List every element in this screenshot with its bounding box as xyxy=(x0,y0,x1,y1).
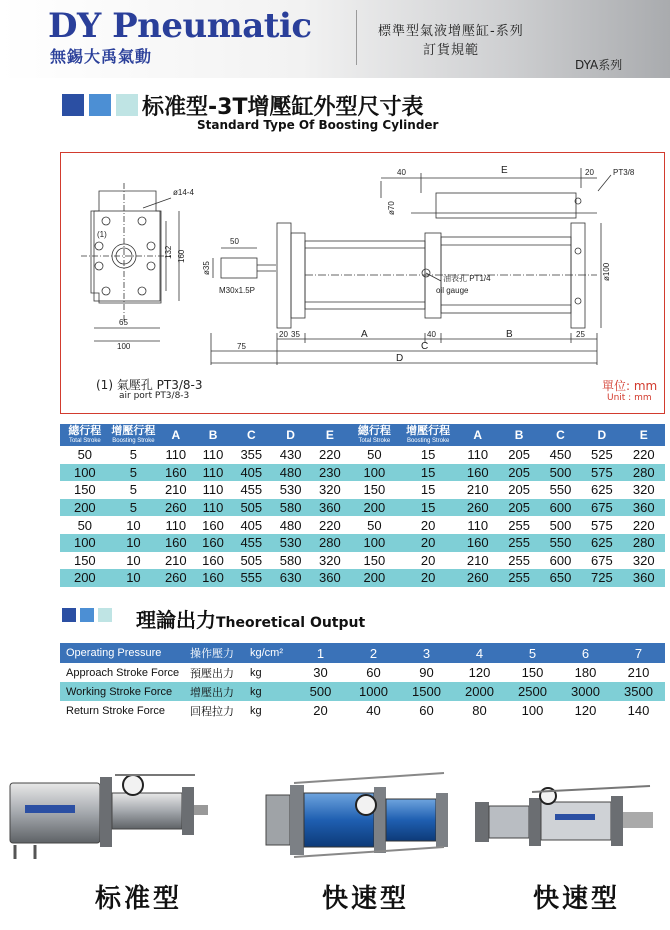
table-cell: 200 xyxy=(60,569,110,587)
row-value: 100 xyxy=(506,701,559,720)
section2-title-cn: 理論出力 xyxy=(136,608,216,632)
row-unit: kg xyxy=(244,663,294,682)
table-cell: 430 xyxy=(271,446,310,464)
row-value: 500 xyxy=(294,682,347,701)
table-row xyxy=(60,552,665,570)
row-label: Approach Stroke Force xyxy=(60,663,188,682)
label-40a: 40 xyxy=(397,168,406,177)
table-cell: 450 xyxy=(540,446,581,464)
label-phi: ø14-4 xyxy=(173,188,194,197)
air-port-cn: (1) 氣壓孔 PT3/8-3 xyxy=(96,378,203,392)
table-cell: 5 xyxy=(110,464,158,482)
row-value: 210 xyxy=(612,663,665,682)
label-A: A xyxy=(361,329,368,340)
label-75: 75 xyxy=(237,342,246,351)
table-cell: 360 xyxy=(310,569,349,587)
table-cell: 550 xyxy=(540,534,581,552)
table-cell: 625 xyxy=(581,481,622,499)
table-cell: 625 xyxy=(581,534,622,552)
table-cell: 100 xyxy=(350,464,400,482)
section2-title-en: Theoretical Output xyxy=(216,615,366,631)
table-cell: 650 xyxy=(540,569,581,587)
table-cell: 50 xyxy=(350,516,400,534)
section2-title xyxy=(136,604,365,633)
table-cell: 100 xyxy=(60,534,110,552)
table-cell: 50 xyxy=(350,446,400,464)
table-cell: 360 xyxy=(310,499,349,517)
table-cell: 575 xyxy=(581,464,622,482)
flange-view xyxy=(81,183,179,341)
table-cell: 20 xyxy=(399,516,457,534)
heading2-square-mid xyxy=(80,608,94,622)
table-cell: 260 xyxy=(157,499,194,517)
cylinder-side-view xyxy=(277,168,611,328)
label-35: ø35 xyxy=(202,261,211,275)
header-cell: D xyxy=(271,424,310,446)
header-label-cn: 操作壓力 xyxy=(188,643,244,663)
table-cell: 220 xyxy=(310,446,349,464)
series-label: DYA系列 xyxy=(575,58,623,72)
label-20a: 20 xyxy=(585,168,594,177)
table-cell: 110 xyxy=(457,446,498,464)
header-label: Operating Pressure xyxy=(60,643,188,663)
table-cell: 150 xyxy=(350,481,400,499)
table-cell: 20 xyxy=(399,552,457,570)
header-unit: kg/cm² xyxy=(244,643,294,663)
table-row xyxy=(60,569,665,587)
row-value: 80 xyxy=(453,701,506,720)
label-20b: 20 xyxy=(279,330,288,339)
table-cell: 575 xyxy=(581,516,622,534)
table-cell: 255 xyxy=(498,569,539,587)
label-gauge-cn: 油表孔 PT1/4 xyxy=(443,274,491,283)
row-label-cn: 預壓出力 xyxy=(188,663,244,682)
label-gauge-en: oil gauge xyxy=(436,286,469,295)
header-value: 7 xyxy=(612,643,665,663)
table-cell: 160 xyxy=(457,464,498,482)
table-cell: 110 xyxy=(194,464,231,482)
table-cell: 200 xyxy=(350,569,400,587)
table-cell: 20 xyxy=(399,569,457,587)
table-cell: 15 xyxy=(399,464,457,482)
output-table-header xyxy=(60,643,665,663)
row-value: 20 xyxy=(294,701,347,720)
table-cell: 260 xyxy=(457,569,498,587)
heading-square-light xyxy=(116,94,138,116)
table-row xyxy=(60,682,665,701)
table-cell: 50 xyxy=(60,446,110,464)
table-cell: 10 xyxy=(110,534,158,552)
table-cell: 110 xyxy=(157,446,194,464)
table-cell: 15 xyxy=(399,499,457,517)
drawing-labels xyxy=(97,165,635,364)
table-cell: 205 xyxy=(498,446,539,464)
table-cell: 550 xyxy=(540,481,581,499)
table-cell: 260 xyxy=(457,499,498,517)
table-cell: 15 xyxy=(399,446,457,464)
table-cell: 160 xyxy=(194,516,231,534)
row-label-cn: 增壓出力 xyxy=(188,682,244,701)
header-title-line2: 訂貨規範 xyxy=(423,43,480,58)
row-value: 90 xyxy=(400,663,453,682)
table-cell: 675 xyxy=(581,552,622,570)
table-cell: 10 xyxy=(110,569,158,587)
table-cell: 320 xyxy=(310,552,349,570)
table-row xyxy=(60,499,665,517)
header-cell: A xyxy=(157,424,194,446)
table-cell: 500 xyxy=(540,464,581,482)
label-m30: M30x1.5P xyxy=(219,286,256,295)
product-label-quick-1: 快速型 xyxy=(322,884,410,914)
table-row xyxy=(60,663,665,682)
product-image-quick-2 xyxy=(470,772,660,857)
section-subtitle: Standard Type Of Boosting Cylinder xyxy=(197,118,439,132)
heading2-square-dark xyxy=(62,608,76,622)
row-label: Working Stroke Force xyxy=(60,682,188,701)
table-cell: 280 xyxy=(623,534,665,552)
table-cell: 360 xyxy=(623,569,665,587)
table-row xyxy=(60,516,665,534)
row-unit: kg xyxy=(244,682,294,701)
header-title-line1: 標準型氣液增壓缸-系列 xyxy=(378,24,524,39)
row-label-cn: 回程拉力 xyxy=(188,701,244,720)
table-cell: 530 xyxy=(271,481,310,499)
header-value: 1 xyxy=(294,643,347,663)
header-cell: 總行程 Total Stroke xyxy=(350,424,400,446)
table-cell: 15 xyxy=(399,481,457,499)
table-cell: 255 xyxy=(498,516,539,534)
header-value: 4 xyxy=(453,643,506,663)
table-cell: 500 xyxy=(540,516,581,534)
row-value: 60 xyxy=(400,701,453,720)
table-cell: 20 xyxy=(399,534,457,552)
product-label-standard: 标准型 xyxy=(95,884,183,914)
table-cell: 405 xyxy=(232,464,271,482)
unit-en: Unit : mm xyxy=(607,393,652,403)
table-cell: 160 xyxy=(157,534,194,552)
table-row xyxy=(60,481,665,499)
label-100b: ø100 xyxy=(602,262,611,281)
brand-logo-cn: 無錫大禹氣動 xyxy=(50,47,153,66)
table-cell: 320 xyxy=(623,481,665,499)
row-value: 180 xyxy=(559,663,612,682)
header-cell: B xyxy=(194,424,231,446)
header-value: 3 xyxy=(400,643,453,663)
heading2-square-light xyxy=(98,608,112,622)
table-cell: 10 xyxy=(110,552,158,570)
label-100: 100 xyxy=(117,342,131,351)
table-cell: 150 xyxy=(60,552,110,570)
rod-end-view xyxy=(213,248,276,278)
label-35b: 35 xyxy=(291,330,300,339)
row-value: 30 xyxy=(294,663,347,682)
row-value: 3500 xyxy=(612,682,665,701)
table-row xyxy=(60,464,665,482)
table-row xyxy=(60,701,665,720)
header-cell: E xyxy=(310,424,349,446)
table-cell: 100 xyxy=(350,534,400,552)
label-B: B xyxy=(506,329,513,340)
product-label-quick-2: 快速型 xyxy=(533,884,621,914)
label-132: 132 xyxy=(164,245,173,259)
header-value: 5 xyxy=(506,643,559,663)
table-cell: 110 xyxy=(194,499,231,517)
table-cell: 255 xyxy=(498,534,539,552)
table-cell: 220 xyxy=(623,516,665,534)
row-value: 150 xyxy=(506,663,559,682)
header-cell: C xyxy=(232,424,271,446)
heading-square-mid xyxy=(89,94,111,116)
label-25: 25 xyxy=(576,330,585,339)
row-value: 120 xyxy=(453,663,506,682)
unit-cn: 單位: mm xyxy=(602,379,658,393)
row-value: 40 xyxy=(347,701,400,720)
table-cell: 150 xyxy=(60,481,110,499)
table-row xyxy=(60,534,665,552)
table-cell: 210 xyxy=(157,481,194,499)
header-cell: 增壓行程 Boosting Stroke xyxy=(399,424,457,446)
brand-logo: DY Pneumatic xyxy=(48,6,312,46)
table-cell: 505 xyxy=(232,552,271,570)
table-cell: 455 xyxy=(232,481,271,499)
label-D: D xyxy=(396,353,404,364)
table-cell: 455 xyxy=(232,534,271,552)
table-cell: 200 xyxy=(60,499,110,517)
table-cell: 480 xyxy=(271,516,310,534)
label-C: C xyxy=(421,341,429,352)
table-cell: 360 xyxy=(623,499,665,517)
table-cell: 675 xyxy=(581,499,622,517)
table-cell: 505 xyxy=(232,499,271,517)
table-cell: 160 xyxy=(157,464,194,482)
table-cell: 525 xyxy=(581,446,622,464)
label-50: 50 xyxy=(230,237,239,246)
row-value: 140 xyxy=(612,701,665,720)
label-one: (1) xyxy=(97,230,107,239)
table-cell: 160 xyxy=(194,552,231,570)
header-divider xyxy=(356,10,357,65)
label-65: 65 xyxy=(119,318,128,327)
header-cell: E xyxy=(623,424,665,446)
table-cell: 160 xyxy=(194,569,231,587)
table-cell: 530 xyxy=(271,534,310,552)
table-cell: 280 xyxy=(623,464,665,482)
table-cell: 220 xyxy=(310,516,349,534)
table-cell: 205 xyxy=(498,499,539,517)
table-row xyxy=(60,446,665,464)
page-header xyxy=(0,0,670,78)
table-cell: 10 xyxy=(110,516,158,534)
dimension-table xyxy=(60,424,665,587)
table-cell: 205 xyxy=(498,481,539,499)
label-pt38: PT3/8 xyxy=(613,168,635,177)
row-label: Return Stroke Force xyxy=(60,701,188,720)
product-image-quick-1 xyxy=(258,765,458,865)
table-cell: 555 xyxy=(232,569,271,587)
table-cell: 200 xyxy=(350,499,400,517)
row-value: 3000 xyxy=(559,682,612,701)
header-value: 6 xyxy=(559,643,612,663)
row-value: 2000 xyxy=(453,682,506,701)
row-value: 1500 xyxy=(400,682,453,701)
row-value: 60 xyxy=(347,663,400,682)
technical-drawing xyxy=(60,152,665,414)
table-cell: 320 xyxy=(310,481,349,499)
product-image-standard xyxy=(5,755,210,865)
row-value: 120 xyxy=(559,701,612,720)
label-E: E xyxy=(501,165,508,176)
table-cell: 260 xyxy=(157,569,194,587)
table-cell: 725 xyxy=(581,569,622,587)
dimension-table-header xyxy=(60,424,665,446)
table-cell: 630 xyxy=(271,569,310,587)
table-cell: 5 xyxy=(110,499,158,517)
table-cell: 405 xyxy=(232,516,271,534)
table-cell: 205 xyxy=(498,464,539,482)
table-cell: 210 xyxy=(157,552,194,570)
header-cell: B xyxy=(498,424,539,446)
table-cell: 110 xyxy=(157,516,194,534)
heading-square-dark xyxy=(62,94,84,116)
table-cell: 160 xyxy=(457,534,498,552)
header-cell: C xyxy=(540,424,581,446)
row-value: 2500 xyxy=(506,682,559,701)
header-cell: D xyxy=(581,424,622,446)
table-cell: 580 xyxy=(271,499,310,517)
air-port-en: air port PT3/8-3 xyxy=(119,391,190,401)
table-cell: 150 xyxy=(350,552,400,570)
table-cell: 600 xyxy=(540,552,581,570)
table-cell: 160 xyxy=(194,534,231,552)
table-cell: 220 xyxy=(623,446,665,464)
table-cell: 320 xyxy=(623,552,665,570)
table-cell: 210 xyxy=(457,552,498,570)
bottom-dimensions xyxy=(211,333,597,365)
header-cell: A xyxy=(457,424,498,446)
table-cell: 480 xyxy=(271,464,310,482)
table-cell: 5 xyxy=(110,481,158,499)
header-value: 2 xyxy=(347,643,400,663)
table-cell: 100 xyxy=(60,464,110,482)
table-cell: 50 xyxy=(60,516,110,534)
table-cell: 255 xyxy=(498,552,539,570)
label-160: 160 xyxy=(177,249,186,263)
row-unit: kg xyxy=(244,701,294,720)
table-cell: 355 xyxy=(232,446,271,464)
label-40b: 40 xyxy=(427,330,436,339)
header-cell: 總行程 Total Stroke xyxy=(60,424,110,446)
header-cell: 增壓行程 Boosting Stroke xyxy=(111,425,156,444)
label-70: ø70 xyxy=(387,201,396,215)
table-cell: 600 xyxy=(540,499,581,517)
table-cell: 580 xyxy=(271,552,310,570)
section-title: 标准型-3T增壓缸外型尺寸表 xyxy=(142,95,424,120)
table-cell: 110 xyxy=(457,516,498,534)
output-table xyxy=(60,643,665,720)
row-value: 1000 xyxy=(347,682,400,701)
table-cell: 280 xyxy=(310,534,349,552)
table-cell: 5 xyxy=(110,446,158,464)
table-cell: 110 xyxy=(194,446,231,464)
table-cell: 110 xyxy=(194,481,231,499)
table-cell: 210 xyxy=(457,481,498,499)
table-cell: 230 xyxy=(310,464,349,482)
